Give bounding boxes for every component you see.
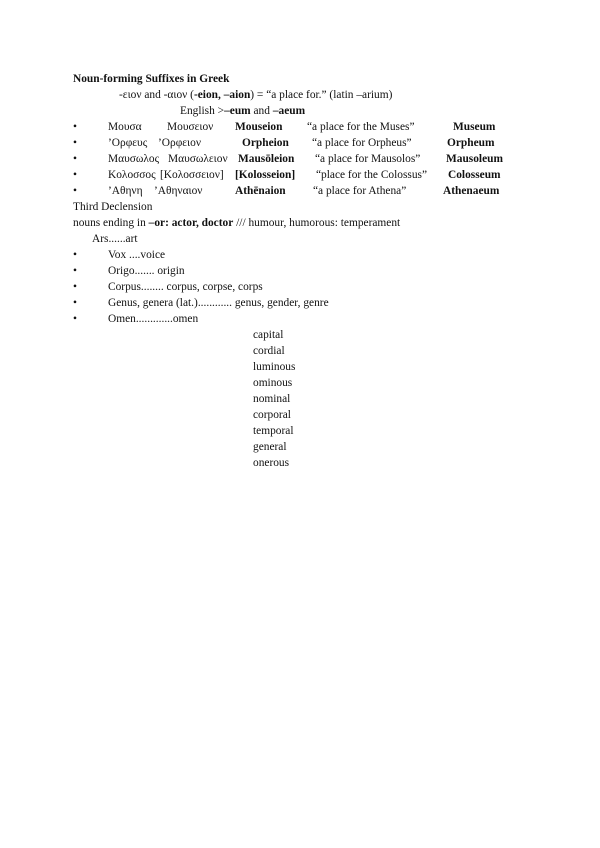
meaning: “a place for Athena”	[313, 185, 407, 197]
greek-derived: ’Ορφειον	[158, 137, 201, 149]
english-word: Mausoleum	[446, 153, 503, 165]
english-word: Athenaeum	[443, 185, 500, 197]
greek-word: Μουσα	[108, 121, 142, 133]
latin-entry: Omen.............omen	[108, 313, 199, 325]
nouns-line	[73, 216, 400, 230]
suffix-line	[119, 88, 392, 102]
bullet: •	[73, 265, 77, 277]
greek-derived: Μουσειον	[167, 121, 214, 133]
word-list-item: ominous	[253, 377, 293, 389]
word-list-item: onerous	[253, 457, 290, 469]
nouns-line-bold: –or: actor, doctor	[148, 217, 234, 229]
bullet: •	[73, 281, 77, 293]
nouns-line-post: /// humour, humorous: temperament	[233, 217, 401, 229]
suffix-line-mid: ) = “a place for.” (latin –arium)	[250, 89, 393, 101]
bullet: •	[73, 137, 77, 149]
nouns-line-pre: nouns ending in	[73, 217, 149, 229]
word-list-item: luminous	[253, 361, 296, 373]
greek-derived: [Κολοσσειον]	[160, 169, 224, 181]
greek-word: ’Ορφευς	[108, 137, 148, 149]
english-line-bold1: –eum	[224, 105, 251, 117]
transliteration: Mausōleion	[238, 153, 295, 165]
latin-entry: Origo....... origin	[108, 265, 185, 277]
greek-word: Μαυσωλος	[108, 153, 160, 165]
word-list-item: general	[253, 441, 287, 453]
word-list-item: temporal	[253, 425, 294, 437]
word-list-item: nominal	[253, 393, 291, 405]
bullet: •	[73, 185, 77, 197]
word-list-item: corporal	[253, 409, 291, 421]
bullet: •	[73, 313, 77, 325]
english-line-pre: English >	[180, 105, 225, 117]
greek-word: ’Αθηνη	[108, 185, 143, 197]
greek-word: Κολοσσος	[108, 169, 156, 181]
meaning: “place for the Colossus”	[316, 169, 428, 181]
english-line	[180, 104, 305, 118]
section-heading: Third Declension	[73, 201, 153, 213]
page-title: Noun-forming Suffixes in Greek	[73, 73, 230, 85]
transliteration: Orpheion	[242, 137, 289, 149]
bullet: •	[73, 297, 77, 309]
meaning: “a place for Orpheus”	[312, 137, 412, 149]
latin-entry: Vox ....voice	[108, 249, 166, 261]
english-word: Museum	[453, 121, 496, 133]
ars-line: Ars......art	[92, 233, 138, 245]
english-word: Colosseum	[448, 169, 501, 181]
greek-derived: Μαυσωλειον	[168, 153, 228, 165]
bullet: •	[73, 121, 77, 133]
english-line-mid: and	[250, 105, 273, 117]
latin-entry: Corpus........ corpus, corpse, corps	[108, 281, 263, 293]
suffix-line-pre: -ειον and -αιον (	[119, 89, 194, 101]
transliteration: Mouseion	[235, 121, 283, 133]
transliteration: [Kolosseion]	[235, 169, 296, 181]
word-list-item: cordial	[253, 345, 285, 357]
meaning: “a place for Mausolos”	[315, 153, 421, 165]
bullet: •	[73, 249, 77, 261]
suffix-line-bold: -eion, –aion	[193, 89, 251, 101]
word-list-item: capital	[253, 329, 284, 341]
english-line-bold2: –aeum	[272, 105, 306, 117]
transliteration: Athēnaion	[235, 185, 286, 197]
greek-derived: ’Αθηναιον	[154, 185, 203, 197]
english-word: Orpheum	[447, 137, 495, 149]
meaning: “a place for the Muses”	[307, 121, 415, 133]
bullet: •	[73, 153, 77, 165]
latin-entry: Genus, genera (lat.)............ genus, gender, genre	[108, 297, 329, 309]
bullet: •	[73, 169, 77, 181]
